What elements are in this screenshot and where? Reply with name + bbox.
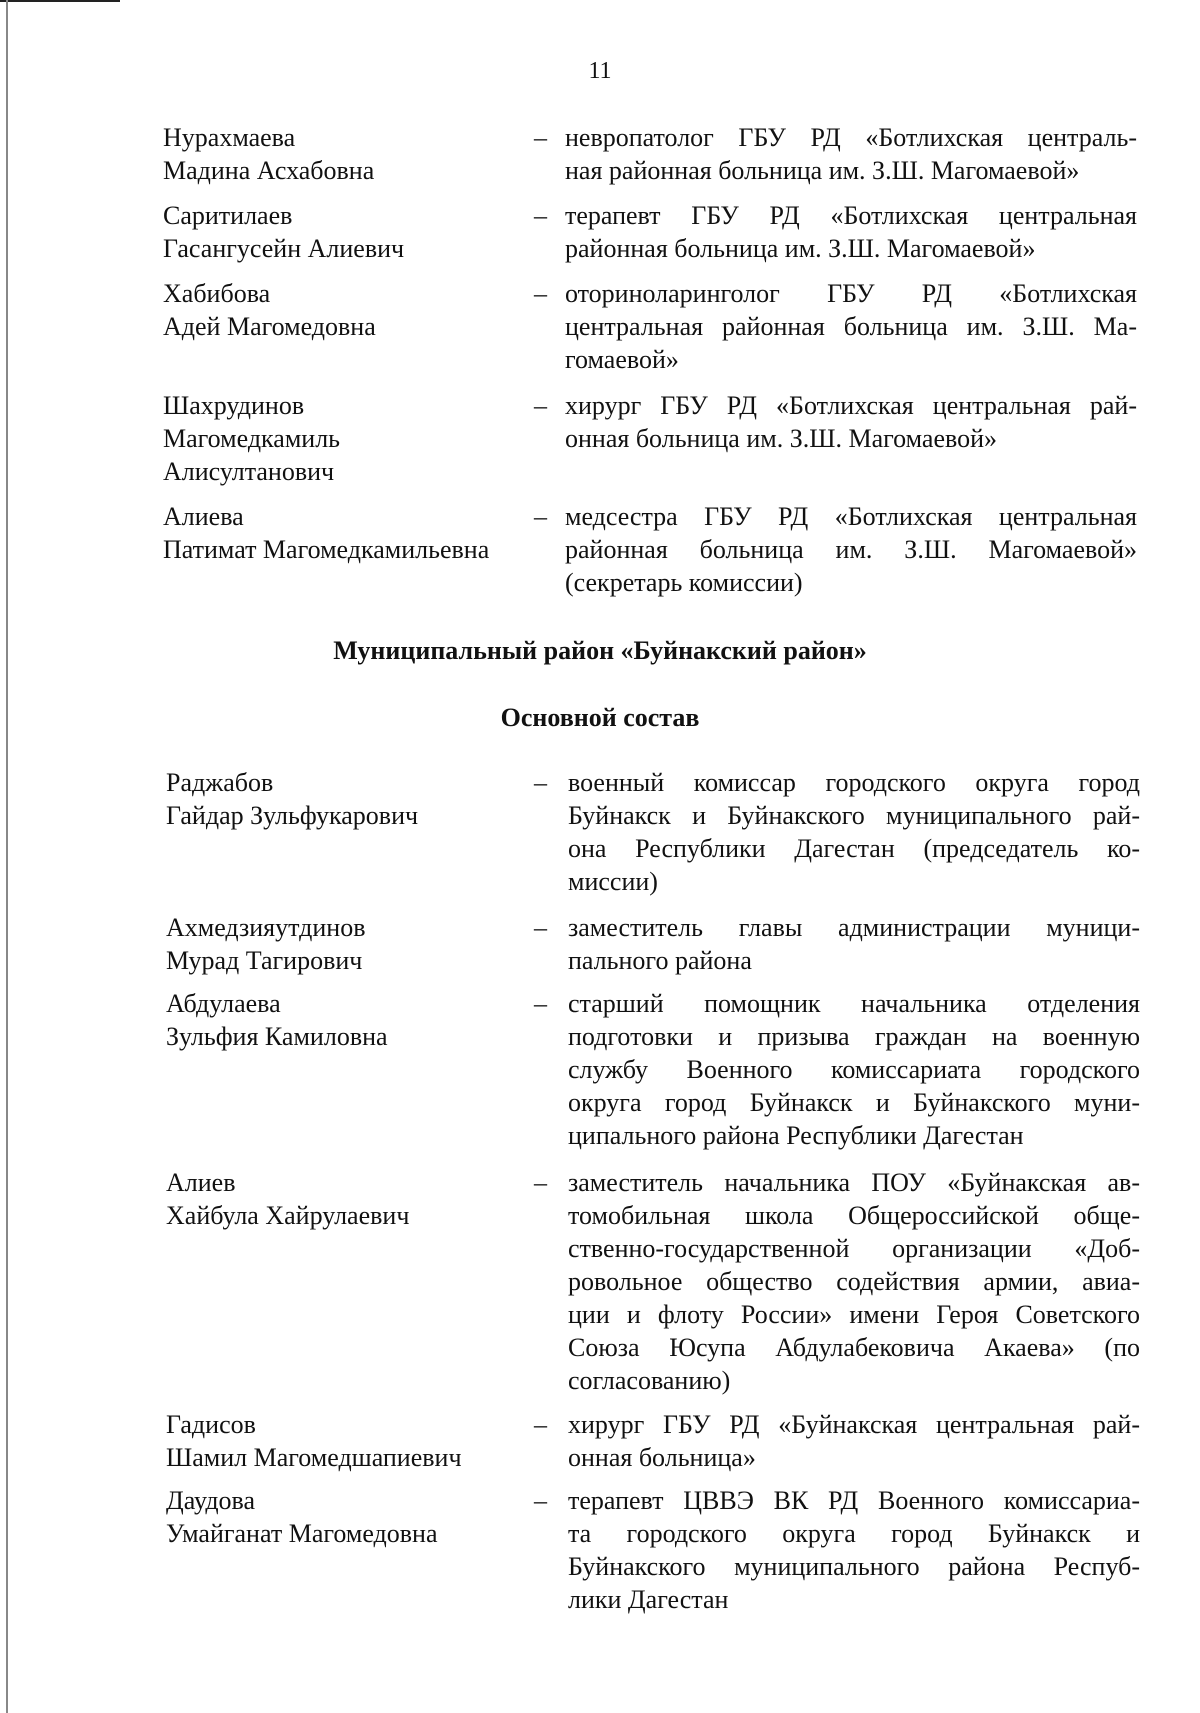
member-role-line: лики Дагестан: [568, 1585, 729, 1614]
member-name-line: Шамил Магомедшапиевич: [166, 1443, 462, 1472]
dash-separator: –: [534, 279, 547, 308]
member-name-line: Нурахмаева: [163, 123, 296, 152]
member-role-line: Буйнакск и Буйнакского муниципального рай-: [568, 801, 1140, 830]
member-name-line: Гайдар Зульфукарович: [166, 801, 419, 830]
member-name: [166, 987, 526, 1053]
member-role-line: терапевт ГБУ РД «Ботлихская центральная: [565, 201, 1137, 230]
member-role: [565, 500, 1137, 599]
member-role-line: заместитель начальника ПОУ «Буйнакская ав-: [568, 1168, 1140, 1197]
member-name-line: Гадисов: [166, 1410, 256, 1439]
dash-separator: –: [534, 1486, 547, 1515]
member-name-line: Абдулаева: [166, 989, 281, 1018]
member-role-line: ственно-государственной организации «Доб-: [568, 1234, 1140, 1263]
dash-separator: –: [534, 989, 547, 1018]
member-name: [166, 766, 526, 832]
member-role-line: подготовки и призыва граждан на военную: [568, 1022, 1140, 1051]
member-role-line: онная больница»: [568, 1443, 756, 1472]
member-name: [166, 1484, 526, 1550]
dash-separator: –: [534, 768, 547, 797]
page-number: 11: [588, 58, 612, 84]
member-name: [163, 199, 523, 265]
scan-edge-top: [0, 0, 120, 2]
member-name-line: Саритилаев: [163, 201, 293, 230]
member-role-line: ная районная больница им. З.Ш. Магомаевой»: [565, 156, 1080, 185]
member-role-line: ровольное общество содействия армии, авиа-: [568, 1267, 1140, 1296]
member-name-line: Раджабов: [166, 768, 274, 797]
member-role-line: невропатолог ГБУ РД «Ботлихская централь-: [565, 123, 1137, 152]
member-role-line: хирург ГБУ РД «Буйнакская центральная рай-: [568, 1410, 1140, 1439]
member-role: [565, 389, 1137, 455]
member-role: [568, 1484, 1140, 1616]
member-role-line: военный комиссар городского округа город: [568, 768, 1140, 797]
member-role: [568, 1408, 1140, 1474]
member-name-line: Гасангусейн Алиевич: [163, 234, 405, 263]
member-name-line: Магомедкамиль: [163, 424, 341, 453]
member-role-line: оториноларинголог ГБУ РД «Ботлихская: [565, 279, 1137, 308]
member-name: [163, 121, 523, 187]
dash-separator: –: [534, 391, 547, 420]
member-name-line: Алиева: [163, 502, 244, 531]
member-name-line: Хабибова: [163, 279, 271, 308]
member-role-line: онная больница им. З.Ш. Магомаевой»: [565, 424, 997, 453]
member-name-line: Зульфия Камиловна: [166, 1022, 388, 1051]
member-name: [163, 389, 523, 488]
member-role-line: службу Военного комиссариата городского: [568, 1055, 1140, 1084]
member-role: [568, 1166, 1140, 1397]
member-role-line: та городского округа город Буйнакск и: [568, 1519, 1140, 1548]
subsection-title: Основной состав: [500, 703, 700, 732]
member-role-line: согласованию): [568, 1366, 731, 1395]
member-role: [565, 277, 1137, 376]
member-role-line: медсестра ГБУ РД «Ботлихская центральная: [565, 502, 1137, 531]
member-name-line: Хайбула Хайрулаевич: [166, 1201, 410, 1230]
member-role: [568, 987, 1140, 1152]
scan-edge-left: [6, 0, 8, 1713]
member-name-line: Даудова: [166, 1486, 256, 1515]
member-name: [163, 500, 523, 566]
member-name-line: Алисултанович: [163, 457, 335, 486]
member-role-line: районная больница им. З.Ш. Магомаевой»: [565, 234, 1036, 263]
member-role-line: пального района: [568, 946, 752, 975]
member-role-line: Союза Юсупа Абдулабековича Акаева» (по: [568, 1333, 1140, 1362]
member-role-line: заместитель главы администрации муници-: [568, 913, 1140, 942]
member-role-line: районная больница им. З.Ш. Магомаевой»: [565, 535, 1137, 564]
member-role-line: центральная районная больница им. З.Ш. Ма-: [565, 312, 1137, 341]
member-role-line: ципального района Республики Дагестан: [568, 1121, 1024, 1150]
member-role-line: хирург ГБУ РД «Ботлихская центральная рай-: [565, 391, 1137, 420]
member-name-line: Умайганат Магомедовна: [166, 1519, 438, 1548]
member-name: [163, 277, 523, 343]
member-name-line: Адей Магомедовна: [163, 312, 376, 341]
member-role-line: миссии): [568, 867, 658, 896]
member-role-line: томобильная школа Общероссийской обще-: [568, 1201, 1140, 1230]
dash-separator: –: [534, 502, 547, 531]
member-role: [568, 766, 1140, 898]
dash-separator: –: [534, 1168, 547, 1197]
dash-separator: –: [534, 913, 547, 942]
member-role-line: ции и флоту России» имени Героя Советского: [568, 1300, 1140, 1329]
section-title: Муниципальный район «Буйнакский район»: [333, 636, 867, 665]
member-role-line: гомаевой»: [565, 345, 679, 374]
member-name: [166, 1166, 526, 1232]
dash-separator: –: [534, 1410, 547, 1439]
member-role-line: (секретарь комиссии): [565, 568, 803, 597]
member-role-line: Буйнакского муниципального района Респуб-: [568, 1552, 1140, 1581]
member-name-line: Ахмедзияутдинов: [166, 913, 366, 942]
member-role: [568, 911, 1140, 977]
member-name: [166, 911, 526, 977]
dash-separator: –: [534, 201, 547, 230]
member-name: [166, 1408, 526, 1474]
member-name-line: Алиев: [166, 1168, 236, 1197]
member-role-line: старший помощник начальника отделения: [568, 989, 1140, 1018]
member-role: [565, 199, 1137, 265]
member-name-line: Шахрудинов: [163, 391, 305, 420]
member-role-line: терапевт ЦВВЭ ВК РД Военного комиссариа-: [568, 1486, 1140, 1515]
member-role: [565, 121, 1137, 187]
member-name-line: Мадина Асхабовна: [163, 156, 375, 185]
member-role-line: округа город Буйнакск и Буйнакского муни-: [568, 1088, 1140, 1117]
member-role-line: она Республики Дагестан (председатель ко-: [568, 834, 1140, 863]
member-name-line: Мурад Тагирович: [166, 946, 363, 975]
member-name-line: Патимат Магомедкамильевна: [163, 535, 490, 564]
dash-separator: –: [534, 123, 547, 152]
